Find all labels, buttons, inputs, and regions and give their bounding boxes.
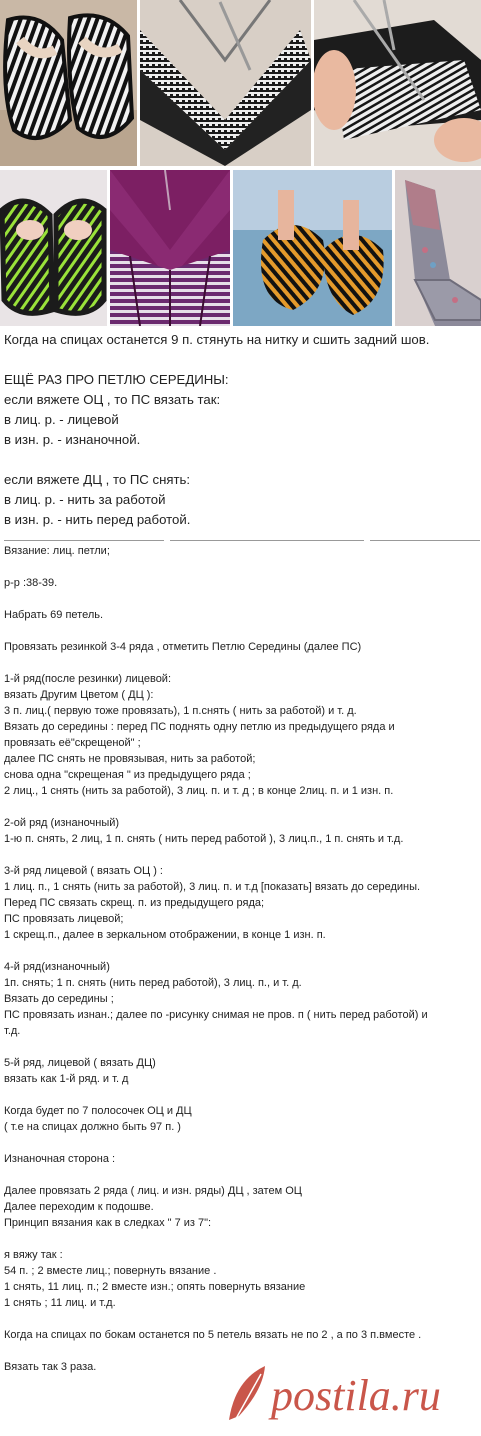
photo-grey-sock-slipper	[395, 170, 481, 326]
instruction-line: Вязать так 3 раза.	[4, 1361, 97, 1373]
instruction-line: 4-й ряд(изнаночный)	[4, 961, 110, 973]
instruction-line: Набрать 69 петель.	[4, 609, 104, 621]
instruction-line: Далее провязать 2 ряда ( лиц. и изн. ряды) ДЦ , затем ОЦ	[4, 1185, 302, 1197]
instruction-line: провязать её"скрещеной" ;	[4, 737, 141, 749]
instruction-line: 2 лиц., 1 снять (нить за работой), 3 лиц. п. и т. д ; в конце 2лиц. п. и 1 изн. п.	[4, 785, 394, 797]
spacer	[4, 450, 478, 470]
photo-knitted-chevron-piece	[140, 0, 311, 166]
intro-line: в лиц. р. - лицевой	[4, 412, 119, 427]
instruction-line: Провязать резинкой 3-4 ряда , отметить Петлю Середины (далее ПС)	[4, 641, 362, 653]
instruction-line: Когда на спицах по бокам останется по 5 петель вязать не по 2 , а по 3 п.вместе .	[4, 1329, 422, 1341]
divider-line	[370, 540, 480, 541]
divider-line	[4, 540, 164, 541]
feather-icon	[229, 1366, 265, 1424]
instruction-line: Далее переходим к подошве.	[4, 1201, 154, 1213]
instruction-line: 3-й ряд лицевой ( вязать ОЦ ) :	[4, 865, 163, 877]
instruction-line: 2-ой ряд (изнаночный)	[4, 817, 120, 829]
instruction-line	[4, 559, 480, 575]
instruction-line: 1-ю п. снять, 2 лиц, 1 п. снять ( нить перед работой ), 3 лиц.п., 1 п. снять и т.д.	[4, 833, 404, 845]
instruction-line: р-р :38-39.	[4, 577, 58, 589]
instruction-line: Когда будет по 7 полосочек ОЦ и ДЦ	[4, 1105, 192, 1117]
intro-line: в изн. р. - изнаночной.	[4, 432, 141, 447]
watermark-text: postila.ru	[271, 1371, 441, 1420]
instruction-line: 1-й ряд(после резинки) лицевой:	[4, 673, 172, 685]
instruction-line	[4, 799, 480, 815]
intro-line: Когда на спицах останется 9 п. стянуть на нитку и сшить задний шов.	[4, 332, 430, 347]
instruction-line: ( т.е на спицах должно быть 97 п. )	[4, 1121, 181, 1133]
instruction-line	[4, 1343, 480, 1359]
instruction-line	[4, 1311, 480, 1327]
instruction-line	[4, 1135, 480, 1151]
intro-section	[4, 330, 478, 530]
photo-striped-slippers-worn	[0, 0, 137, 166]
postila-watermark	[225, 1360, 475, 1430]
instruction-line: ПС провязать изнан.; далее по -рисунку снимая не пров. п ( нить перед работой) и	[4, 1009, 428, 1021]
instruction-line: вязать как 1-й ряд. и т. д	[4, 1073, 129, 1085]
instruction-line: Принцип вязания как в следках " 7 из 7":	[4, 1217, 212, 1229]
instruction-line: 1 снять, 11 лиц. п.; 2 вместе изн.; опять повернуть вязание	[4, 1281, 306, 1293]
divider-line	[170, 540, 364, 541]
middle-loop-heading: ЕЩЁ РАЗ ПРО ПЕТЛЮ СЕРЕДИНЫ:	[4, 372, 229, 387]
instruction-line: 54 п. ; 2 вместе лиц.; повернуть вязание .	[4, 1265, 217, 1277]
instruction-line: Вязать до середины ;	[4, 993, 114, 1005]
instruction-line	[4, 1039, 480, 1055]
instruction-line: 1 скрещ.п., далее в зеркальном отображении, в конце 1 изн. п.	[4, 929, 326, 941]
photo-knitting-in-progress	[314, 0, 481, 166]
intro-line: если вяжете ОЦ , то ПС вязать так:	[4, 392, 221, 407]
instruction-line	[4, 655, 480, 671]
instruction-line: 1 снять ; 11 лиц. и т.д.	[4, 1297, 116, 1309]
instruction-line: я вяжу так :	[4, 1249, 63, 1261]
instruction-line	[4, 1087, 480, 1103]
instruction-line	[4, 623, 480, 639]
instruction-line: Изнаночная сторона :	[4, 1153, 116, 1165]
instruction-line: Вязать до середины : перед ПС поднять одну петлю из предыдущего ряда и	[4, 721, 395, 733]
knitting-instructions	[4, 543, 480, 1375]
photo-green-black-slippers	[0, 170, 107, 326]
instruction-line: вязать Другим Цветом ( ДЦ ):	[4, 689, 154, 701]
intro-line: в лиц. р. - нить за работой	[4, 492, 166, 507]
instruction-line: 5-й ряд, лицевой ( вязать ДЦ)	[4, 1057, 156, 1069]
instruction-line	[4, 1231, 480, 1247]
photo-purple-slipper	[110, 170, 230, 326]
instruction-line	[4, 943, 480, 959]
intro-line: если вяжете ДЦ , то ПС снять:	[4, 472, 191, 487]
instruction-line: 3 п. лиц.( первую тоже провязать), 1 п.снять ( нить за работой) и т. д.	[4, 705, 357, 717]
instruction-line: снова одна "скрещеная " из предыдущего ряда ;	[4, 769, 251, 781]
instruction-line: Перед ПС связать скрещ. п. из предыдущего ряда;	[4, 897, 265, 909]
spacer	[4, 350, 478, 370]
instruction-line: далее ПС снять не провязывая, нить за работой;	[4, 753, 256, 765]
intro-line: в изн. р. - нить перед работой.	[4, 512, 191, 527]
instruction-line	[4, 1167, 480, 1183]
instruction-line: 1п. снять; 1 п. снять (нить перед работой), 3 лиц. п., и т. д.	[4, 977, 302, 989]
instruction-line: ПС провязать лицевой;	[4, 913, 124, 925]
instruction-line	[4, 847, 480, 863]
instruction-line: 1 лиц. п., 1 снять (нить за работой), 3 лиц. п. и т.д [показать] вязать до середины.	[4, 881, 421, 893]
instruction-line: т.д.	[4, 1025, 21, 1037]
instruction-line: Вязание: лиц. петли;	[4, 545, 110, 557]
photo-orange-black-slippers	[233, 170, 392, 326]
instruction-line	[4, 591, 480, 607]
